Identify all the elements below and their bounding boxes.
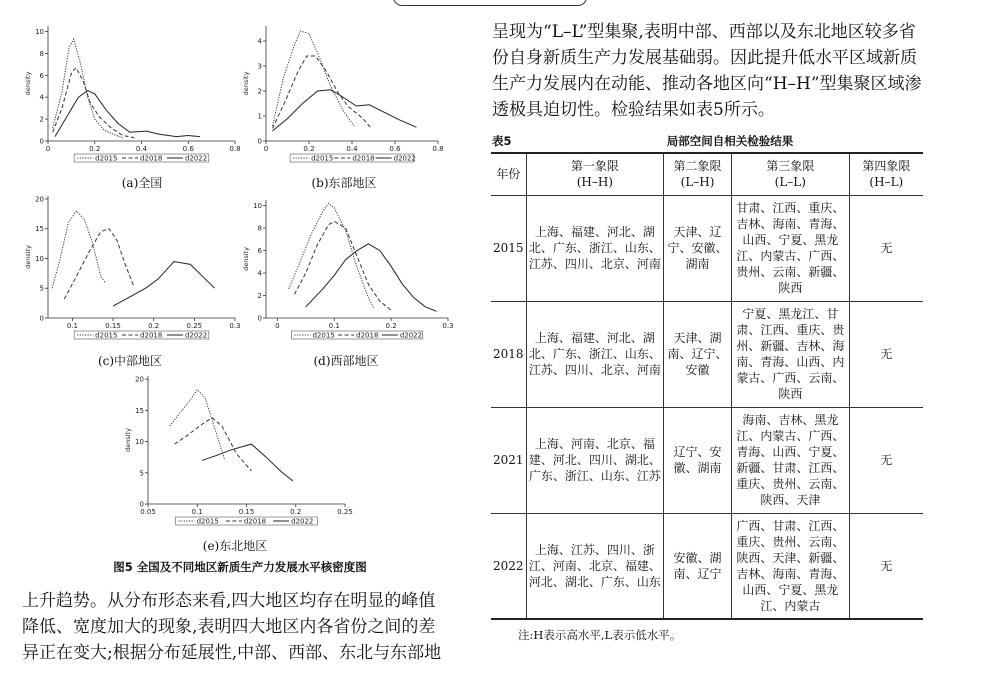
chart-c-central [20,192,245,344]
x-tick-label: 0.1 [328,322,340,330]
y-tick-label: 15 [35,225,44,234]
y-tick-label: 5 [39,284,44,293]
x-tick-label: 0.15 [105,322,121,330]
x-tick-label: 0 [275,322,280,330]
table-row [491,513,923,619]
y-tick-label: 4 [39,93,44,102]
series-line-d2015 [52,211,105,288]
header-q4: 第四象限 (H–L) [849,153,923,195]
y-tick-label: 0 [257,314,262,323]
cell-year: 2022 [491,513,526,619]
x-tick-label: 0.3 [442,322,454,330]
y-tick-label: 0 [139,500,144,509]
x-tick-label: 0.05 [140,508,156,516]
x-tick-label: 0.8 [229,145,241,153]
legend-label: d2022 [393,154,416,163]
x-tick-label: 0.4 [346,145,358,153]
legend-label: d2015 [196,517,219,526]
x-tick-label: 0 [263,145,269,153]
chart-d-west [238,196,458,344]
y-tick-label: 3 [257,62,262,71]
y-axis-label: density [242,247,250,271]
legend-label: d2022 [399,331,423,340]
y-tick-label: 5 [139,469,144,478]
legend-label: d2015 [95,154,118,163]
x-tick-label: 0.15 [238,508,255,516]
x-tick-label: 0.3 [229,322,241,330]
y-tick-label: 15 [135,406,144,415]
series-line-d2022 [202,444,293,481]
cell-q1: 上海、福建、河北、湖北、广东、浙江、山东、江苏、四川、北京、河南 [526,195,664,301]
series-line-d2022 [113,262,215,307]
y-tick-label: 8 [39,49,44,58]
series-line-d2022 [273,90,417,131]
y-tick-label: 6 [257,247,262,256]
table-row [491,195,923,301]
cell-q3: 广西、甘肃、江西、重庆、贵州、云南、陕西、天津、新疆、吉林、海南、青海、山西、宁夏、黑龙江、内蒙古 [731,513,849,619]
right-line-1: 呈现为“L–L”型集聚,表明中部、西部以及东北地区较多省 [492,22,916,42]
spatial-autocorrelation-table [491,152,923,620]
y-tick-label: 20 [135,375,144,384]
y-tick-label: 6 [39,71,44,80]
cell-q3: 甘肃、江西、重庆、吉林、海南、青海、山西、宁夏、黑龙江、内蒙古、广西、贵州、云南、新疆、陕西 [731,195,849,301]
legend-label: d2015 [311,154,334,163]
y-tick-label: 4 [257,269,262,278]
right-line-2: 份自身新质生产力发展基础弱。因此提升低水平区域新质 [492,48,917,68]
y-tick-label: 10 [35,27,44,36]
series-line-d2015 [273,31,355,126]
caption-a: (a)全国 [121,176,163,190]
y-tick-label: 20 [35,195,44,204]
y-tick-label: 0 [257,137,262,146]
cell-year: 2021 [491,407,526,513]
series-line-d2018 [294,221,391,310]
y-tick-label: 4 [257,37,262,46]
x-tick-label: 0.2 [290,508,302,516]
cell-q2: 天津、湖南、辽宁、安徽 [664,301,732,407]
legend-label: d2018 [140,154,163,163]
x-tick-label: 0.2 [148,322,160,330]
left-line-2: 降低、宽度加大的现象,表明四大地区内各省份之间的差 [22,617,436,637]
table-note: 注:H表示高水平,L表示低水平。 [518,628,682,642]
cell-q1: 上海、河南、北京、福建、河北、四川、湖北、广东、浙江、山东、江苏 [526,407,664,513]
caption-c: (c)中部地区 [97,354,163,368]
cell-year: 2015 [491,195,526,301]
right-body-text [492,19,927,123]
y-axis-label: density [24,245,32,269]
legend-label: d2018 [356,331,379,340]
x-tick-label: 0.6 [182,145,194,153]
y-tick-label: 2 [39,115,44,124]
legend-label: d2022 [184,331,208,340]
x-tick-label: 0.2 [89,145,101,153]
header-q3: 第三象限 (L–L) [731,153,849,195]
legend-label: d2018 [352,154,375,163]
y-tick-label: 1 [257,112,262,121]
x-tick-label: 0.4 [135,145,148,153]
legend-label: d2015 [95,331,118,340]
y-tick-label: 2 [257,292,262,301]
cell-q4: 无 [849,195,923,301]
table-label: 表5 [492,134,512,148]
x-tick-label: 0.6 [389,145,401,153]
caption-b: (b)东部地区 [311,176,377,190]
series-line-d2018 [64,229,133,299]
series-line-d2018 [175,418,252,471]
right-line-4: 透极具迫切性。检验结果如表5所示。 [492,100,775,120]
x-tick-label: 0.2 [385,322,397,330]
caption-e: (e)东北地区 [202,539,268,553]
cell-q2: 天津、辽宁、安徽、湖南 [664,195,732,301]
cell-q3: 海南、吉林、黑龙江、内蒙古、广西、青海、山西、宁夏、新疆、甘肃、江西、重庆、贵州、云南、陕西、天津 [731,407,849,513]
y-tick-label: 8 [257,224,262,233]
caption-d: (d)西部地区 [313,354,379,368]
series-line-d2015 [170,390,225,461]
table-row [491,301,923,407]
x-tick-label: 0.1 [191,508,203,516]
series-line-d2022 [306,244,437,311]
cell-q4: 无 [849,513,923,619]
cell-q4: 无 [849,301,923,407]
chart-a-national [20,22,245,167]
left-line-1: 上升趋势。从分布形态来看,四大地区均存在明显的峰值 [22,591,436,611]
x-tick-label: 0.25 [337,508,353,516]
header-q1: 第一象限 (H–H) [526,153,664,195]
x-tick-label: 0.1 [66,322,78,330]
x-tick-label: 0.2 [303,145,315,153]
y-tick-label: 2 [257,87,262,96]
cell-q1: 上海、福建、河北、湖北、广东、浙江、山东、江苏、四川、北京、河南 [526,301,664,407]
cell-year: 2018 [491,301,526,407]
series-line-d2018 [273,56,372,129]
legend-label: d2015 [312,331,335,340]
table-row [491,407,923,513]
top-tab[interactable] [393,0,587,6]
right-line-3: 生产力发展内在动能、推动各地区向“H–H”型集聚区域渗 [492,74,922,94]
left-body-text [22,588,462,666]
figure-caption: 图5 全国及不同地区新质生产力发展水平核密度图 [113,560,367,574]
series-line-d2022 [55,91,200,137]
x-tick-label: 0.8 [432,145,444,153]
series-line-d2015 [289,203,374,309]
y-axis-label: density [24,71,32,96]
cell-q3: 宁夏、黑龙江、甘肃、江西、重庆、贵州、新疆、吉林、海南、青海、山西、内蒙古、广西、云南、陕西 [731,301,849,407]
legend-label: d2018 [140,331,163,340]
y-axis-label: density [124,428,132,452]
cell-q1: 上海、江苏、四川、浙江、河南、北京、福建、河北、湖北、广东、山东 [526,513,664,619]
chart-b-east [238,22,448,167]
legend-label: d2022 [291,517,314,526]
x-tick-label: 0 [45,145,51,153]
y-tick-label: 0 [39,137,44,146]
cell-q2: 辽宁、安徽、湖南 [664,407,732,513]
y-axis-label: density [242,71,250,96]
y-tick-label: 10 [135,438,144,447]
y-tick-label: 10 [253,202,262,211]
table-title: 局部空间自相关检验结果 [666,134,794,148]
header-q2: 第二象限 (L–H) [664,153,732,195]
header-year: 年份 [491,153,526,195]
y-tick-label: 0 [39,314,44,323]
legend-label: d2022 [184,154,208,163]
left-line-3: 异正在变大;根据分布延展性,中部、西部、东北与东部地 [22,643,442,663]
legend-label: d2018 [243,517,267,526]
y-tick-label: 10 [35,254,44,263]
cell-q4: 无 [849,407,923,513]
table-header-row [491,153,923,195]
chart-e-northeast [120,372,355,530]
x-tick-label: 0.25 [186,322,203,330]
cell-q2: 安徽、湖南、辽宁 [664,513,732,619]
